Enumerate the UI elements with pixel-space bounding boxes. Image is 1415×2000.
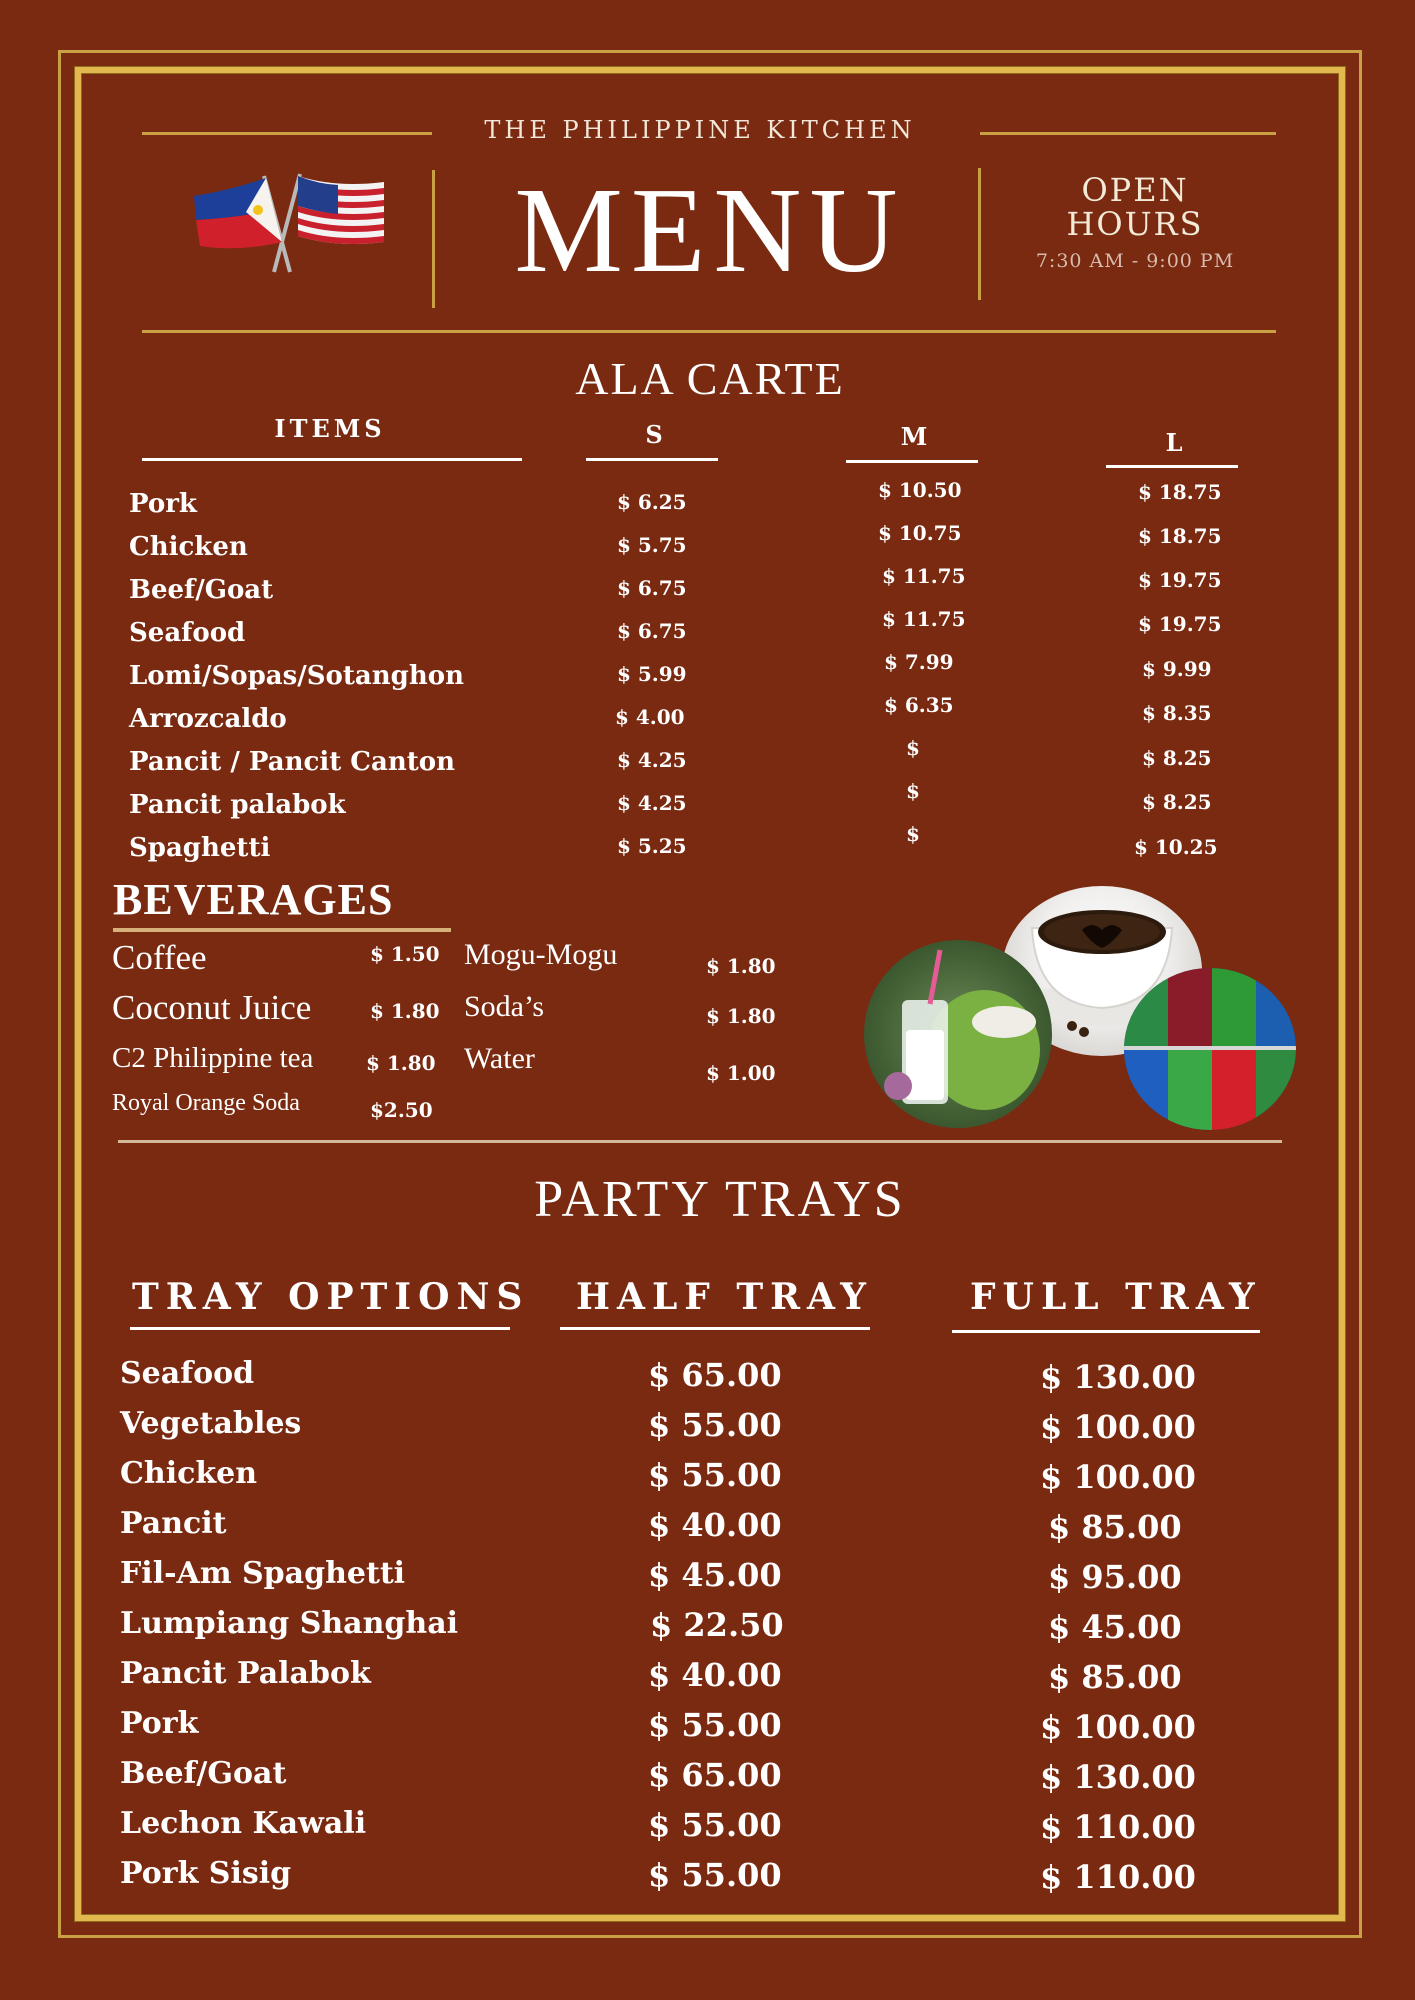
beverage-price: $ 1.50: [370, 942, 440, 966]
tray-half-price: $ 65.00: [648, 1756, 782, 1794]
ala-carte-price-l: $ 18.75: [1138, 480, 1222, 504]
tray-half-price: $ 55.00: [648, 1406, 782, 1444]
beverage-price: $ 1.80: [706, 954, 776, 978]
ala-carte-price-m: $ 10.75: [878, 521, 962, 545]
tray-col-half: HALF TRAY: [576, 1276, 873, 1318]
tray-item: Pork Sisig: [120, 1856, 292, 1891]
tray-half-price: $ 55.00: [648, 1806, 782, 1844]
ala-carte-item: Beef/Goat: [129, 575, 274, 605]
ala-carte-price-l: $ 19.75: [1138, 568, 1222, 592]
beverage-price: $2.50: [370, 1098, 433, 1122]
tray-half-price: $ 55.00: [648, 1456, 782, 1494]
ala-carte-item: Pancit / Pancit Canton: [129, 747, 455, 777]
ala-carte-item: Pancit palabok: [129, 790, 346, 820]
ala-carte-price-m: $: [906, 779, 920, 803]
tray-item: Lumpiang Shanghai: [120, 1606, 459, 1641]
header-rule-left: [142, 132, 432, 135]
ala-carte-item: Pork: [129, 489, 197, 519]
flags-icon: [186, 170, 392, 280]
restaurant-name: THE PHILIPPINE KITCHEN: [484, 116, 916, 144]
ala-carte-item: Seafood: [129, 618, 246, 648]
ala-carte-price-l: $ 9.99: [1142, 657, 1212, 681]
tray-item: Lechon Kawali: [120, 1806, 367, 1841]
header-bottom-rule: [142, 330, 1276, 333]
ala-carte-price-m: $ 11.75: [882, 564, 966, 588]
ala-carte-price-l: $ 8.35: [1142, 701, 1212, 725]
tray-full-price: $ 130.00: [1040, 1358, 1196, 1396]
full-tray-underline: [952, 1330, 1260, 1333]
ala-carte-item: Lomi/Sopas/Sotanghon: [129, 661, 464, 691]
ala-carte-item: Spaghetti: [129, 833, 271, 863]
open-hours-value: 7:30 AM - 9:00 PM: [1035, 250, 1235, 272]
beverage-name: Royal Orange Soda: [112, 1090, 300, 1116]
header-divider-right: [978, 168, 981, 300]
ala-carte-price-m: $ 10.50: [878, 478, 962, 502]
tray-full-price: $ 95.00: [1048, 1558, 1182, 1596]
ala-carte-price-s: $ 6.25: [617, 490, 687, 514]
tray-half-price: $ 65.00: [648, 1356, 782, 1394]
tray-half-price: $ 40.00: [648, 1656, 782, 1694]
ala-carte-price-s: $ 5.99: [617, 662, 687, 686]
tray-item: Pancit: [120, 1506, 227, 1541]
ala-carte-price-s: $ 4.25: [617, 791, 687, 815]
ala-carte-title: ALA CARTE: [575, 353, 845, 404]
open-hours-label: [1030, 171, 1240, 243]
tray-full-price: $ 130.00: [1040, 1758, 1196, 1796]
open-hours-label-line-1: OPEN: [1081, 171, 1189, 209]
ala-carte-price-s: $ 4.00: [615, 705, 685, 729]
coconut-juice-photo: [864, 940, 1052, 1128]
tray-item: Pancit Palabok: [120, 1656, 371, 1691]
beverages-title: BEVERAGES: [113, 875, 394, 924]
soda-cans-icon: [1124, 968, 1296, 1130]
beverage-name: Coconut Juice: [112, 988, 312, 1027]
ala-carte-price-m: $: [906, 736, 920, 760]
sodas-photo: [1124, 968, 1296, 1130]
ala-carte-col-s: S: [645, 420, 667, 449]
tray-full-price: $ 85.00: [1048, 1508, 1182, 1546]
ala-carte-price-l: $ 18.75: [1138, 524, 1222, 548]
beverage-price: $ 1.00: [706, 1061, 776, 1085]
ala-carte-price-s: $ 5.25: [617, 834, 687, 858]
tray-full-price: $ 100.00: [1040, 1708, 1196, 1746]
ala-carte-price-m: $ 6.35: [884, 693, 954, 717]
ala-carte-item: Chicken: [129, 532, 248, 562]
ala-carte-price-m: $: [906, 822, 920, 846]
tray-full-price: $ 100.00: [1040, 1408, 1196, 1446]
tray-options-underline: [130, 1327, 510, 1330]
ala-carte-price-m: $ 11.75: [882, 607, 966, 631]
beverage-price: $ 1.80: [370, 999, 440, 1023]
beverage-name: Soda’s: [464, 990, 545, 1023]
beverage-price: $ 1.80: [706, 1004, 776, 1028]
tray-full-price: $ 100.00: [1040, 1458, 1196, 1496]
tray-half-price: $ 40.00: [648, 1506, 782, 1544]
ala-carte-price-l: $ 8.25: [1142, 790, 1212, 814]
ala-carte-price-m: $ 7.99: [884, 650, 954, 674]
tray-half-price: $ 55.00: [648, 1856, 782, 1894]
tray-col-full: FULL TRAY: [970, 1276, 1262, 1318]
tray-item: Vegetables: [120, 1406, 302, 1441]
ala-carte-col-items: ITEMS: [274, 414, 386, 443]
ala-carte-price-l: $ 8.25: [1142, 746, 1212, 770]
header-rule-right: [980, 132, 1276, 135]
s-underline: [586, 458, 718, 461]
ala-carte-price-l: $ 10.25: [1134, 835, 1218, 859]
tray-full-price: $ 110.00: [1040, 1808, 1196, 1846]
tray-item: Fil-Am Spaghetti: [120, 1556, 406, 1591]
items-underline: [142, 458, 522, 461]
ala-carte-price-s: $ 5.75: [617, 533, 687, 557]
ala-carte-col-m: M: [900, 422, 932, 451]
party-trays-title: PARTY TRAYS: [534, 1171, 906, 1228]
tray-item: Chicken: [120, 1456, 258, 1491]
ala-carte-price-s: $ 6.75: [617, 619, 687, 643]
tray-item: Pork: [120, 1706, 199, 1741]
ala-carte-item: Arrozcaldo: [129, 704, 287, 734]
beverages-underline: [113, 928, 451, 932]
tray-full-price: $ 110.00: [1040, 1858, 1196, 1896]
tray-half-price: $ 45.00: [648, 1556, 782, 1594]
beverage-price: $ 1.80: [366, 1051, 436, 1075]
l-underline: [1106, 465, 1238, 468]
half-tray-underline: [560, 1327, 870, 1330]
tray-full-price: $ 45.00: [1048, 1608, 1182, 1646]
party-trays-top-rule: [118, 1140, 1282, 1143]
m-underline: [846, 460, 978, 463]
tray-col-options: TRAY OPTIONS: [132, 1276, 530, 1318]
ala-carte-price-l: $ 19.75: [1138, 612, 1222, 636]
tray-item: Seafood: [120, 1356, 255, 1391]
tray-half-price: $ 22.50: [650, 1606, 784, 1644]
open-hours-label-line-2: HOURS: [1066, 204, 1204, 243]
tray-item: Beef/Goat: [120, 1756, 287, 1791]
beverage-name: Mogu-Mogu: [464, 938, 618, 971]
tray-half-price: $ 55.00: [648, 1706, 782, 1744]
header-divider-left: [432, 170, 435, 308]
menu-title: MENU: [514, 163, 906, 298]
beverage-name: Water: [464, 1042, 535, 1075]
tray-full-price: $ 85.00: [1048, 1658, 1182, 1696]
beverage-name: C2 Philippine tea: [112, 1042, 314, 1074]
ala-carte-col-l: L: [1165, 428, 1187, 457]
ala-carte-price-s: $ 6.75: [617, 576, 687, 600]
beverage-name: Coffee: [112, 938, 207, 977]
ala-carte-price-s: $ 4.25: [617, 748, 687, 772]
coconut-icon: [864, 940, 1052, 1128]
